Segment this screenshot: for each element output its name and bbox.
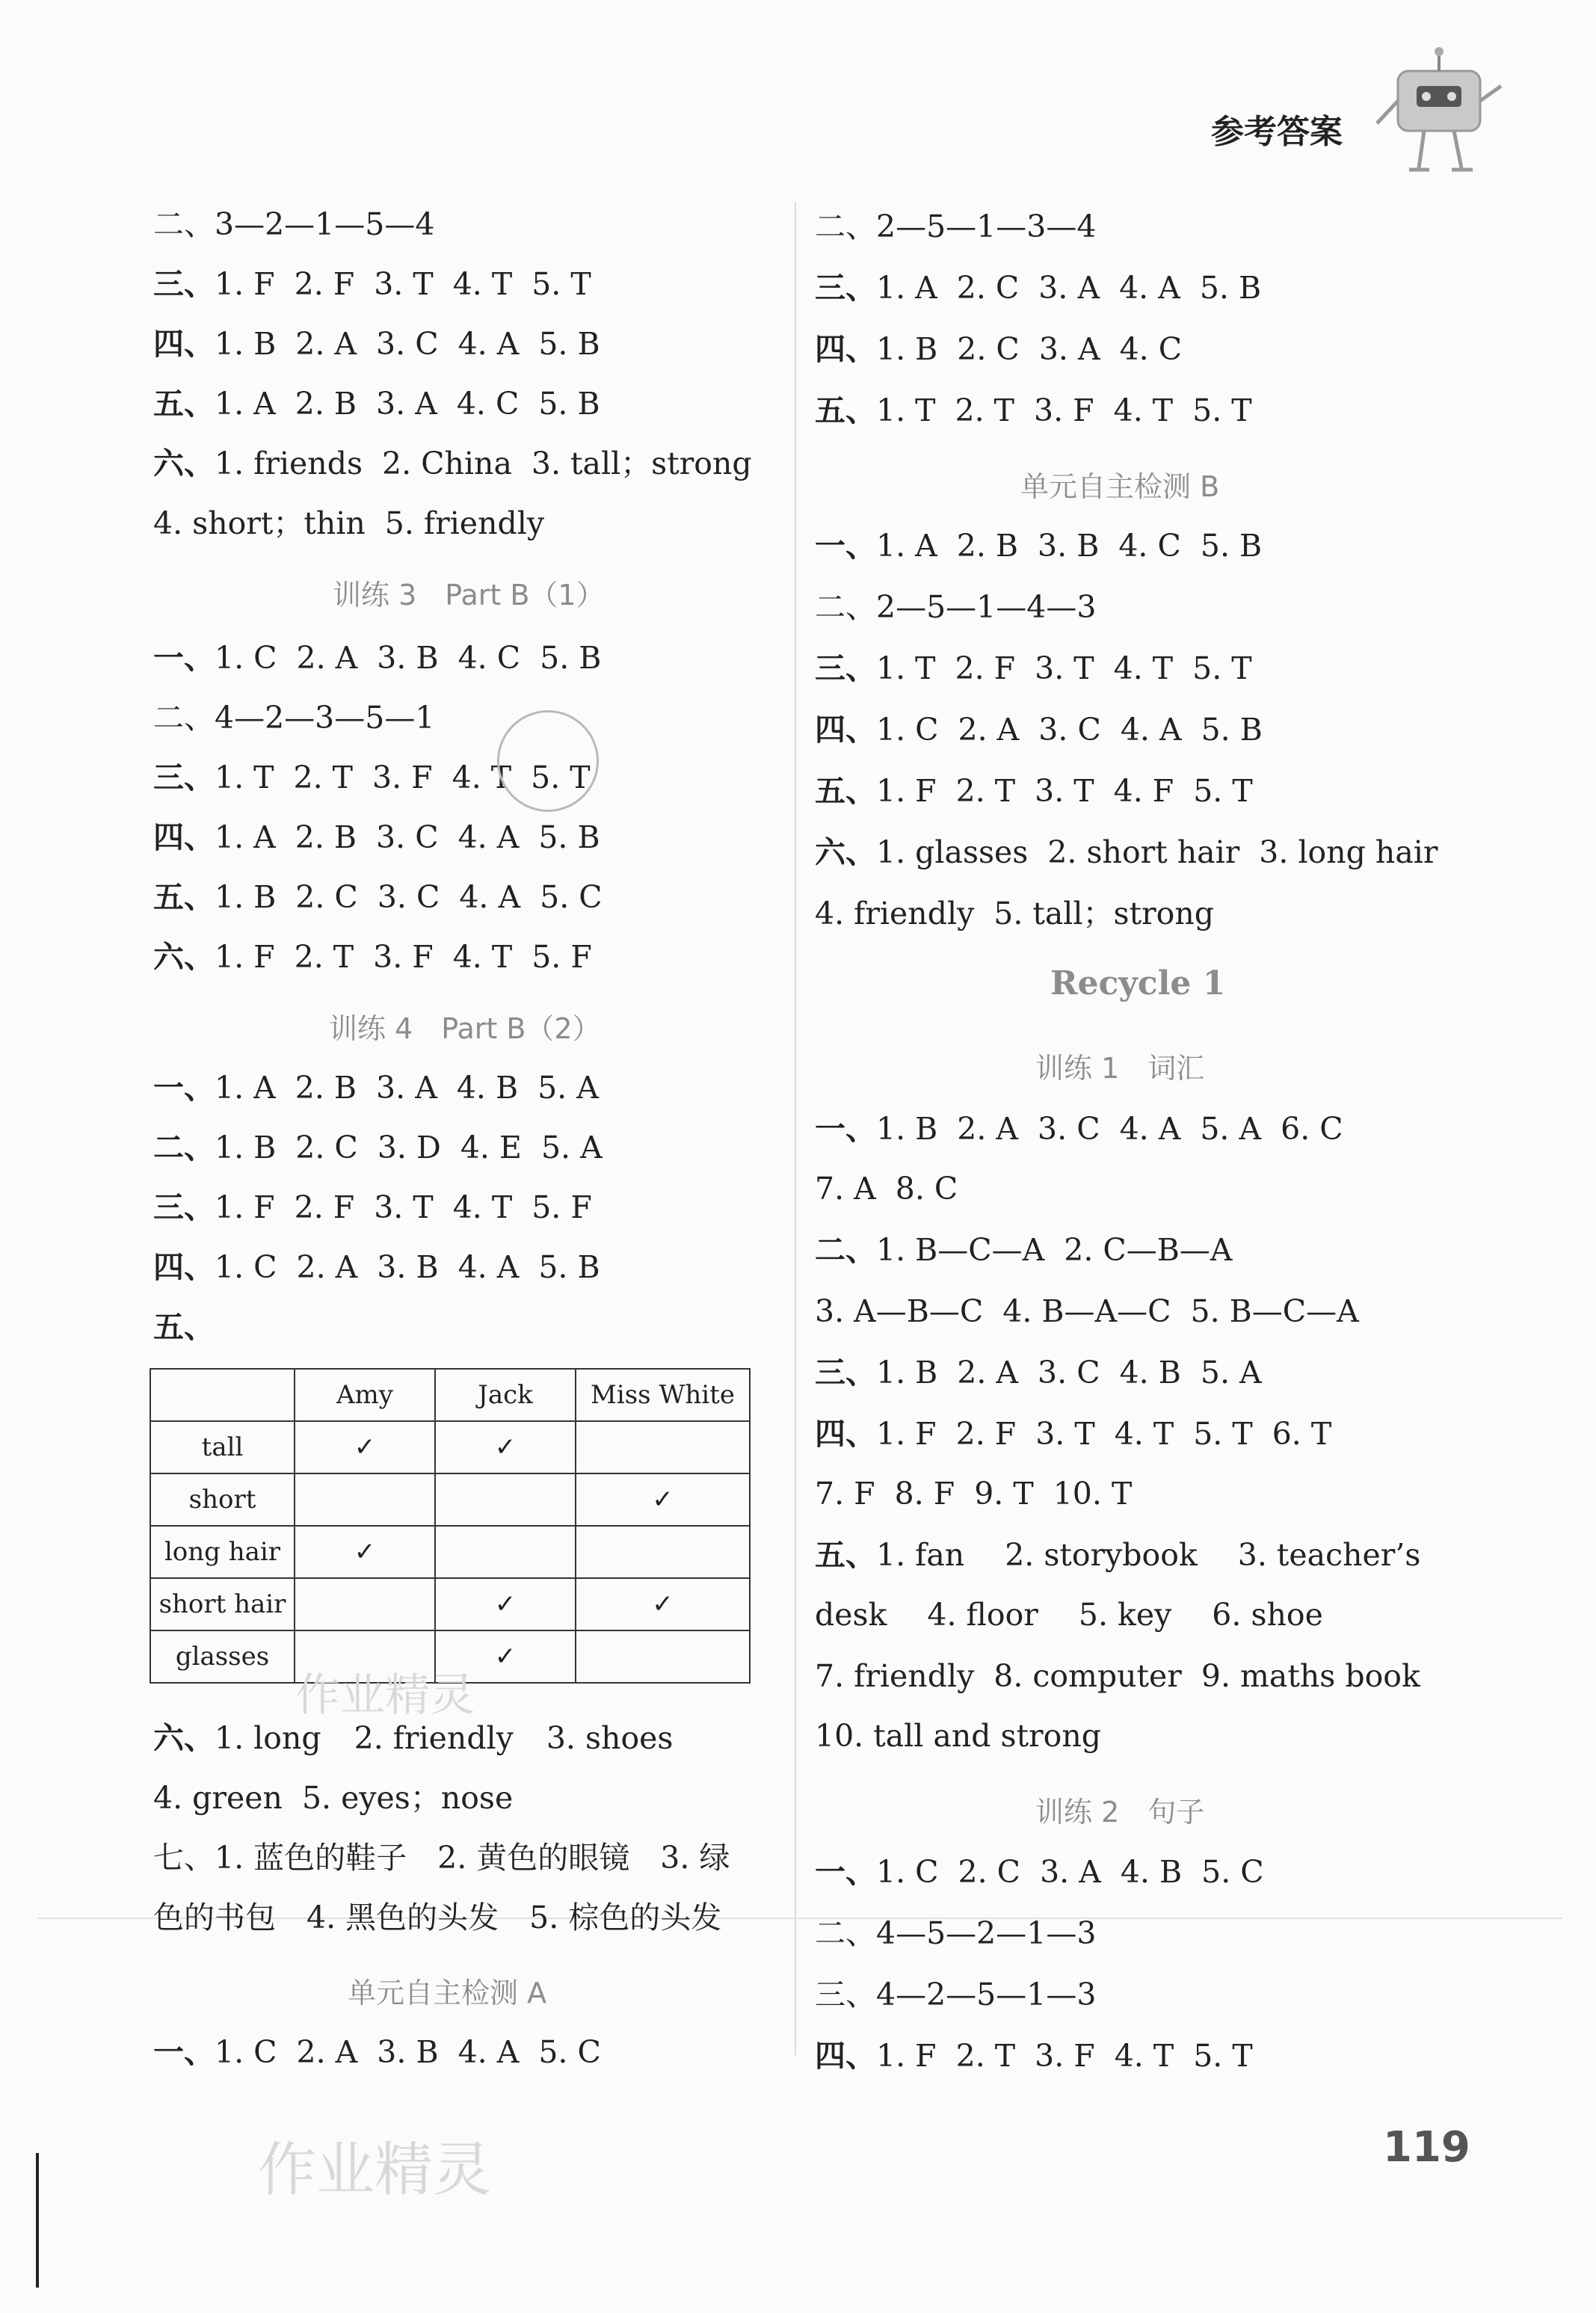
answer-row: 二、3—2—1—5—4 bbox=[153, 206, 435, 242]
answer-row: 六、1. glasses 2. short hair 3. long hair bbox=[815, 834, 1438, 870]
column-divider bbox=[795, 202, 796, 2056]
answer-row: 一、1. C 2. C 3. A 4. B 5. C bbox=[815, 1854, 1264, 1890]
watermark-text: 作业精灵 bbox=[295, 1669, 475, 1722]
section-heading: 训练 2 句子 bbox=[1035, 1796, 1205, 1829]
answer-row: 六、1. F 2. T 3. F 4. T 5. F bbox=[153, 939, 592, 975]
answer-row: 二、2—5—1—4—3 bbox=[815, 589, 1097, 625]
answer-row: 三、1. B 2. A 3. C 4. B 5. A bbox=[815, 1355, 1262, 1390]
answer-row: 七、1. 蓝色的鞋子 2. 黄色的眼镜 3. 绿 bbox=[153, 1840, 730, 1876]
answer-row: desk 4. floor 5. key 6. shoe bbox=[815, 1597, 1323, 1633]
table-header-cell: Amy bbox=[295, 1369, 435, 1421]
answer-row: 7. friendly 8. computer 9. maths book bbox=[815, 1658, 1420, 1694]
scan-edge bbox=[36, 2153, 39, 2288]
table-row bbox=[150, 1526, 750, 1578]
answer-row: 三、1. F 2. F 3. T 4. T 5. T bbox=[153, 266, 591, 302]
answer-row: 三、1. A 2. C 3. A 4. A 5. B bbox=[815, 270, 1262, 306]
table-row-label: long hair bbox=[150, 1526, 295, 1578]
answer-row: 三、4—2—5—1—3 bbox=[815, 1977, 1097, 2012]
table-header-cell bbox=[150, 1369, 295, 1421]
answer-row: 三、1. F 2. F 3. T 4. T 5. F bbox=[153, 1189, 592, 1225]
answer-row: 色的书包 4. 黑色的头发 5. 棕色的头发 bbox=[153, 1900, 722, 1935]
answer-row: 二、1. B—C—A 2. C—B—A bbox=[815, 1232, 1233, 1268]
answer-row: 7. A 8. C bbox=[815, 1171, 958, 1207]
table-cell bbox=[576, 1421, 750, 1473]
answer-row: 四、1. C 2. A 3. C 4. A 5. B bbox=[815, 712, 1263, 748]
answer-row: 4. green 5. eyes；nose bbox=[153, 1780, 514, 1816]
answer-row: 10. tall and strong bbox=[815, 1718, 1101, 1754]
table-header-cell: Jack bbox=[435, 1369, 576, 1421]
answer-row: 一、1. C 2. A 3. B 4. C 5. B bbox=[153, 640, 602, 676]
table-cell bbox=[576, 1526, 750, 1578]
answer-row: 一、1. C 2. A 3. B 4. A 5. C bbox=[153, 2034, 601, 2070]
table-row-label: tall bbox=[150, 1421, 295, 1473]
table-row bbox=[150, 1578, 750, 1630]
answer-row: 四、1. C 2. A 3. B 4. A 5. B bbox=[153, 1249, 600, 1285]
table-cell bbox=[295, 1578, 435, 1630]
table-row bbox=[150, 1421, 750, 1473]
answer-row: 五、1. fan 2. storybook 3. teacher’s bbox=[815, 1537, 1421, 1573]
answer-row: 五、 bbox=[153, 1309, 215, 1345]
answer-row: 一、1. A 2. B 3. A 4. B 5. A bbox=[153, 1070, 599, 1106]
section-heading: 训练 4 Part B（2） bbox=[329, 1012, 601, 1045]
table-row-label: short bbox=[150, 1473, 295, 1526]
answer-row: 7. F 8. F 9. T 10. T bbox=[815, 1476, 1133, 1512]
answer-row: 二、4—2—3—5—1 bbox=[153, 700, 435, 736]
answer-row: 三、1. T 2. T 3. F 4. T 5. T bbox=[153, 760, 591, 795]
answer-row: 四、1. B 2. C 3. A 4. C bbox=[815, 331, 1183, 367]
answer-row: 二、4—5—2—1—3 bbox=[815, 1915, 1097, 1951]
answer-row: 二、2—5—1—3—4 bbox=[815, 209, 1097, 244]
answer-row: 五、1. T 2. T 3. F 4. T 5. T bbox=[815, 392, 1252, 428]
section-heading: 单元自主检测 B bbox=[1020, 470, 1220, 503]
section-heading: 训练 3 Part B（1） bbox=[333, 579, 605, 612]
answer-row: 四、1. B 2. A 3. C 4. A 5. B bbox=[153, 326, 600, 362]
answer-table bbox=[150, 1368, 751, 1684]
table-row-label: glasses bbox=[150, 1630, 295, 1683]
answer-row: 一、1. A 2. B 3. B 4. C 5. B bbox=[815, 528, 1263, 564]
answer-row: 4. friendly 5. tall；strong bbox=[815, 896, 1214, 931]
answer-row: 六、1. friends 2. China 3. tall；strong bbox=[153, 446, 752, 481]
answer-row: 二、1. B 2. C 3. D 4. E 5. A bbox=[153, 1130, 603, 1165]
answer-row: 4. short；thin 5. friendly bbox=[153, 505, 544, 541]
check-icon: ✓ bbox=[295, 1421, 435, 1473]
answer-row: 四、1. A 2. B 3. C 4. A 5. B bbox=[153, 819, 600, 855]
check-icon: ✓ bbox=[576, 1578, 750, 1630]
answer-row: 五、1. A 2. B 3. A 4. C 5. B bbox=[153, 386, 600, 422]
check-icon: ✓ bbox=[435, 1630, 576, 1683]
answer-row: 六、1. long 2. friendly 3. shoes bbox=[153, 1720, 674, 1756]
answer-row: 四、1. F 2. F 3. T 4. T 5. T 6. T bbox=[815, 1416, 1332, 1452]
table-header-row bbox=[150, 1369, 750, 1421]
check-icon: ✓ bbox=[435, 1578, 576, 1630]
section-heading: 训练 1 词汇 bbox=[1035, 1052, 1205, 1085]
table-cell bbox=[435, 1526, 576, 1578]
table-header-cell: Miss White bbox=[576, 1369, 750, 1421]
table-row bbox=[150, 1473, 750, 1526]
answer-row: 3. A—B—C 4. B—A—C 5. B—C—A bbox=[815, 1293, 1359, 1329]
answer-row: 五、1. F 2. T 3. T 4. F 5. T bbox=[815, 773, 1253, 809]
watermark-text: 作业精灵 bbox=[258, 2137, 492, 2204]
page-header-title: 参考答案 bbox=[1211, 113, 1343, 151]
answer-row: 三、1. T 2. F 3. T 4. T 5. T bbox=[815, 650, 1252, 686]
table-cell bbox=[435, 1473, 576, 1526]
section-heading: 单元自主检测 A bbox=[348, 1977, 547, 2009]
robot-mascot-icon bbox=[1368, 41, 1510, 191]
section-title: Recycle 1 bbox=[1050, 964, 1226, 1002]
check-icon: ✓ bbox=[435, 1421, 576, 1473]
check-icon: ✓ bbox=[295, 1526, 435, 1578]
answer-row: 四、1. F 2. T 3. F 4. T 5. T bbox=[815, 2038, 1253, 2074]
page-number: 119 bbox=[1383, 2123, 1470, 2172]
answer-row: 五、1. B 2. C 3. C 4. A 5. C bbox=[153, 879, 603, 915]
check-icon: ✓ bbox=[576, 1473, 750, 1526]
answer-row: 一、1. B 2. A 3. C 4. A 5. A 6. C bbox=[815, 1111, 1343, 1147]
watermark-stamp bbox=[486, 699, 611, 824]
table-cell bbox=[576, 1630, 750, 1683]
table-cell bbox=[295, 1473, 435, 1526]
table-row-label: short hair bbox=[150, 1578, 295, 1630]
